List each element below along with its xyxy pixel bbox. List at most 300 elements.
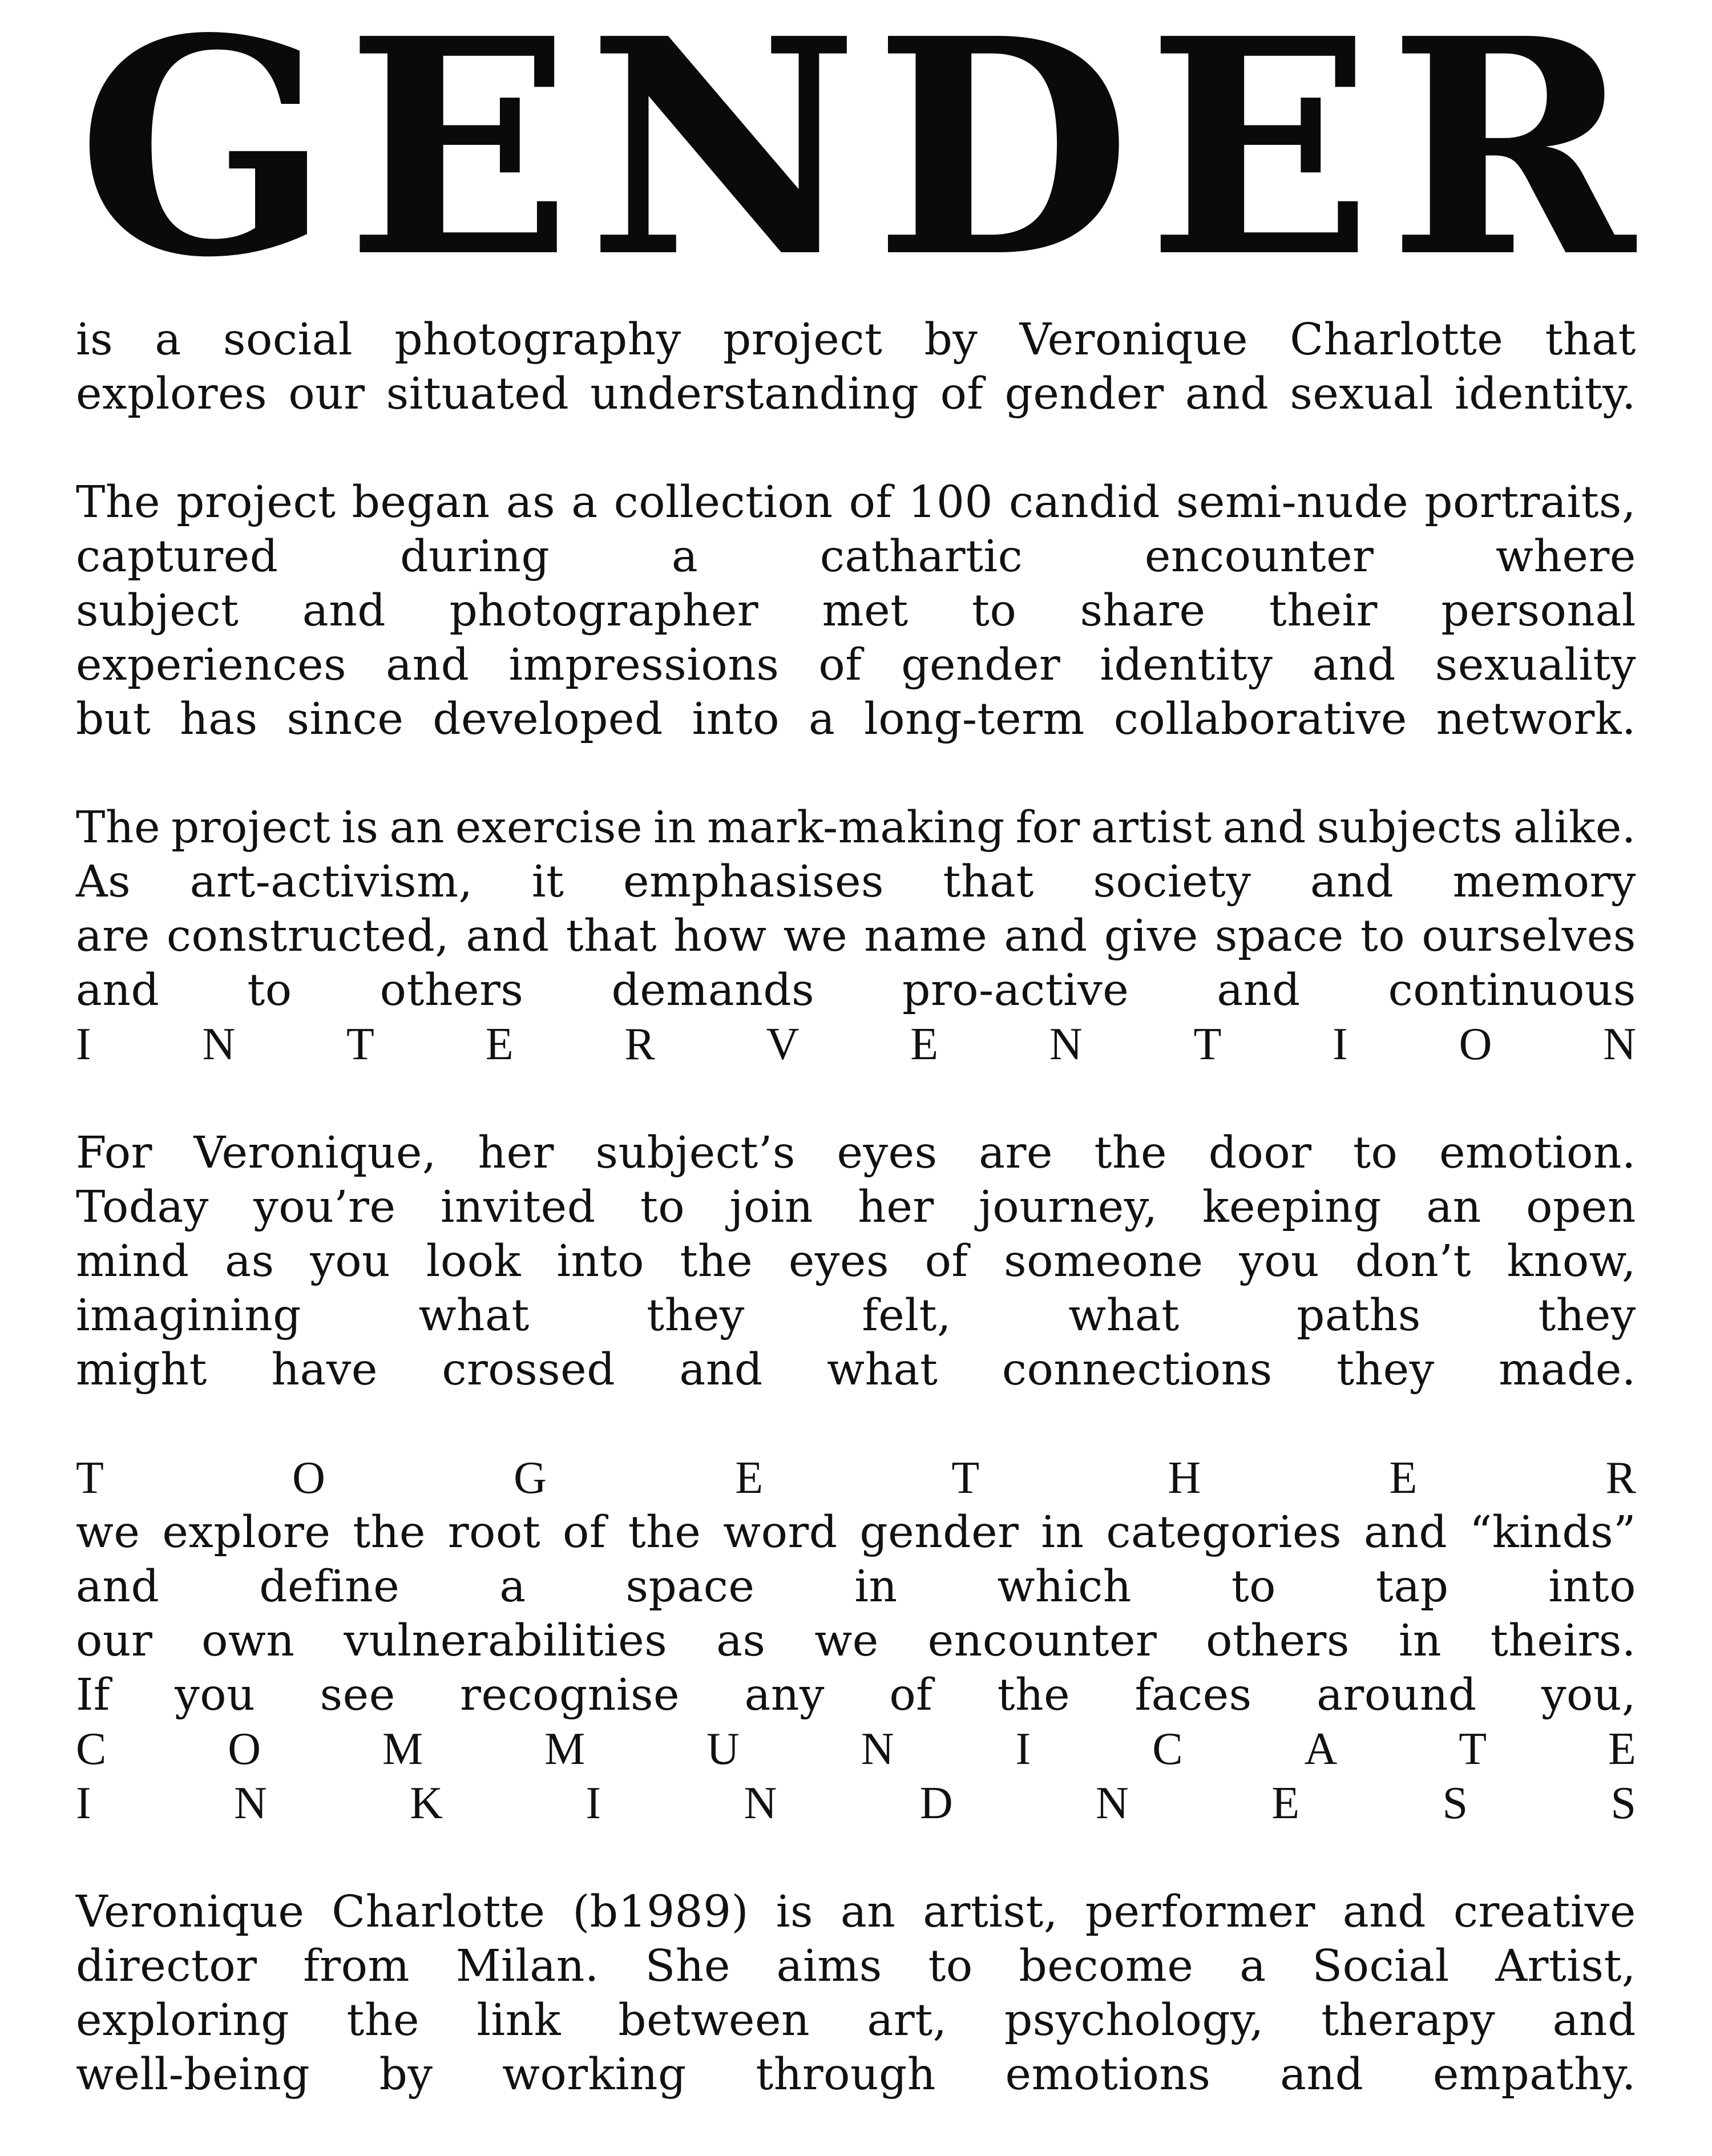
text-line [76,530,1636,584]
word: psychology, [1004,1995,1264,2046]
spaced-letter: V [766,1019,800,1069]
word: between [618,1995,810,2046]
word: subject [76,586,239,636]
spaced-letter: E [910,1019,939,1069]
spaced-letter: N [861,1724,894,1774]
word: social [223,314,353,365]
word: memory [1452,857,1636,907]
word: exercise [455,802,643,853]
word: and [1217,965,1301,1016]
word: “kinds” [1469,1507,1636,1558]
text-line [76,1614,1636,1668]
word: you [1239,1236,1320,1287]
word: identity. [1455,369,1636,419]
word: around [1317,1670,1477,1721]
word: the [346,1995,420,2046]
word: share [1080,586,1206,636]
word: emphasises [623,857,885,907]
text-line [76,1289,1636,1343]
word: faces [1134,1670,1252,1721]
word: ourselves [1422,911,1636,962]
word: project [176,477,336,528]
word: as [716,1616,766,1666]
word: of [940,369,984,419]
spaced-letter: E [735,1453,764,1503]
word: that [566,911,657,962]
paragraph [76,1126,1636,1397]
word: open [1526,1182,1636,1233]
spaced-letter: N [1049,1019,1083,1069]
word: our [76,1616,153,1666]
word: a [808,694,835,745]
title-letter: E [1146,0,1373,322]
word: they [1337,1345,1435,1395]
word: emotion. [1439,1128,1636,1178]
text-line [76,1668,1636,1722]
title-letter: E [346,0,572,322]
word: empathy. [1432,2049,1636,2100]
word: Veronique [76,1887,305,1937]
paragraph [76,1885,1636,2102]
word: personal [1441,586,1636,636]
word: don’t [1355,1236,1471,1287]
word: and [1363,1507,1448,1558]
word: demands [611,965,815,1016]
spaced-word-line [76,1722,1636,1777]
word: artist [1091,802,1212,853]
spaced-letter: N [234,1778,267,1828]
page-title [77,0,1635,322]
word: a [571,477,598,528]
word: eyes [837,1128,938,1178]
word: (b1989) [572,1887,749,1937]
word: identity [1100,640,1273,691]
word: own [201,1616,295,1666]
spaced-letter: N [744,1778,777,1828]
word: network. [1436,694,1636,745]
word: what [418,1290,530,1341]
word: the [680,1236,753,1287]
text-line [76,475,1636,530]
paragraph [76,313,1636,421]
word: For [76,1128,152,1178]
word: an [840,1887,896,1937]
word: explore [162,1507,331,1558]
word: experiences [76,640,347,691]
spaced-letter: I [1015,1724,1031,1774]
word: subject’s [595,1128,796,1178]
spaced-letter: R [1605,1453,1636,1503]
spaced-letter: O [1459,1019,1492,1069]
text-line [76,1993,1636,2048]
text-line [76,909,1636,963]
word: performer [1085,1887,1315,1937]
paragraph [76,801,1636,1072]
word: has [180,694,258,745]
text-line [76,2048,1636,2102]
word: they [647,1290,745,1341]
word: by [924,314,978,365]
spaced-letter: T [346,1019,374,1069]
word: are [76,911,150,962]
word: of [924,1236,968,1287]
word: it [531,857,564,907]
word: that [943,857,1034,907]
word: our [288,369,365,419]
word: Charlotte [1290,314,1504,365]
word: recognise [460,1670,680,1721]
word: collection [613,477,833,528]
word: As [76,857,131,907]
word: and [76,965,160,1016]
word: journey, [979,1182,1158,1233]
word: gender [859,1507,1019,1558]
word: Charlotte [332,1887,546,1937]
word: gender [901,640,1061,691]
word: and [76,1561,160,1612]
word: cathartic [819,531,1023,582]
text-line [76,963,1636,1018]
word: Artist, [1495,1941,1636,1992]
word: and [1185,369,1269,419]
spaced-letter: N [202,1019,236,1069]
word: society [1093,857,1251,907]
word: semi-nude [1176,477,1409,528]
word: met [822,586,909,636]
word: join [729,1182,813,1233]
word: imagining [76,1290,302,1341]
text-line [76,801,1636,855]
spaced-letter: I [76,1019,91,1069]
text-line [76,638,1636,692]
word: what [827,1345,938,1395]
word: know, [1507,1236,1636,1287]
word: her [478,1128,554,1178]
word: any [744,1670,825,1721]
word: from [303,1941,410,1992]
word: 100 [908,477,994,528]
spaced-word-line [76,1777,1636,1831]
word: how [673,911,767,962]
spaced-letter: I [1333,1019,1348,1069]
word: and [1222,802,1306,853]
word: through [756,2049,936,2100]
word: is [341,802,379,853]
title-letter: R [1388,0,1635,322]
spaced-letter: C [76,1724,107,1774]
word: and [1342,1887,1427,1937]
word: categories [1106,1507,1342,1558]
word: door [1208,1128,1312,1178]
word: and [679,1345,763,1395]
word: tap [1375,1561,1449,1612]
word: If [76,1670,110,1721]
word: constructed, [166,911,450,962]
word: captured [76,531,278,582]
word: in [1398,1616,1442,1666]
spaced-letter: M [544,1724,586,1774]
word: mark-making [707,802,1005,853]
word: link [477,1995,561,2046]
word: photography [394,314,681,365]
word: her [858,1182,934,1233]
word: artist, [923,1887,1058,1937]
word: well-being [76,2049,310,2100]
word: and [1552,1995,1636,2046]
word: you’re [253,1182,396,1233]
word: others [1206,1616,1350,1666]
word: She [645,1941,730,1992]
spaced-letter: T [951,1453,980,1503]
text-line [76,692,1636,746]
spaced-letter: A [1304,1724,1338,1774]
paragraph [76,475,1636,746]
text-line [76,1234,1636,1289]
word: art-activism, [189,857,473,907]
word: an [1426,1182,1481,1233]
title-letter: N [587,0,859,322]
word: since [286,694,404,745]
word: felt, [862,1290,951,1341]
word: encounter [927,1616,1157,1666]
word: The [76,477,161,528]
word: and [466,911,550,962]
word: creative [1453,1887,1636,1937]
word: they [1538,1290,1636,1341]
word: to [972,586,1017,636]
word: into [692,694,780,745]
word: sexuality [1435,640,1636,691]
word: to [1231,1561,1276,1612]
word: invited [440,1182,596,1233]
word: photographer [449,586,759,636]
spaced-word-line [76,1018,1636,1072]
word: began [352,477,490,528]
word: vulnerabilities [344,1616,668,1666]
word: therapy [1321,1995,1496,2046]
word: into [556,1236,644,1287]
spaced-letter: E [485,1019,514,1069]
word: have [271,1345,378,1395]
word: to [640,1182,685,1233]
word: candid [1009,477,1160,528]
word: and [1310,857,1394,907]
text-line [76,1505,1636,1560]
word: made. [1499,1345,1636,1395]
word: is [776,1887,814,1937]
word: to [247,965,292,1016]
word: the [997,1670,1071,1721]
word: into [1548,1561,1636,1612]
word: a [671,531,698,582]
word: are [979,1128,1053,1178]
word: name [864,911,988,962]
word: working [502,2049,687,2100]
spaced-letter: T [1193,1019,1222,1069]
word: mind [76,1236,189,1287]
word: long-term [864,694,1085,745]
word: someone [1004,1236,1204,1287]
word: others [379,965,524,1016]
spaced-letter: S [1442,1778,1468,1828]
word: Milan. [455,1941,599,1992]
word: portraits, [1424,477,1636,528]
word: as [506,477,556,528]
word: of [563,1507,606,1558]
word: of [818,640,862,691]
word: but [76,694,151,745]
text-line [76,1180,1636,1234]
word: which [997,1561,1132,1612]
spaced-letter: K [410,1778,443,1828]
word: we [76,1507,140,1558]
word: explores [76,369,268,419]
word: keeping [1202,1182,1382,1233]
word: space [625,1561,755,1612]
word: eyes [788,1236,889,1287]
spaced-letter: N [1603,1019,1636,1069]
spaced-letter: G [514,1453,547,1503]
word: the [353,1507,426,1558]
word: crossed [442,1345,616,1395]
word: and [1280,2049,1364,2100]
spaced-word-line [76,1451,1636,1505]
word: a [155,314,181,365]
word: an [389,802,445,853]
word: root [447,1507,541,1558]
word: project [722,314,883,365]
word: in [854,1561,898,1612]
word: in [1041,1507,1084,1558]
text-line [76,855,1636,909]
word: impressions [508,640,780,691]
word: gender [1004,369,1164,419]
word: of [849,477,893,528]
word: a [1239,1941,1266,1992]
word: subjects [1317,802,1503,853]
text-line [76,1560,1636,1614]
text-line [76,313,1636,367]
word: Today [76,1182,209,1233]
word: of [889,1670,933,1721]
word: in [653,802,697,853]
spaced-letter: S [1610,1778,1636,1828]
word: understanding [590,369,919,419]
spaced-letter: N [1096,1778,1129,1828]
spaced-letter: R [624,1019,655,1069]
word: collaborative [1113,694,1407,745]
spaced-letter: O [228,1724,261,1774]
text-line [76,584,1636,638]
word: and [386,640,470,691]
text-line [76,1885,1636,1939]
title-letter: D [874,0,1132,322]
word: as [225,1236,274,1287]
word: art, [867,1995,947,2046]
word: a [499,1561,526,1612]
word: look [426,1236,521,1287]
text-line [76,1126,1636,1180]
spaced-letter: M [382,1724,423,1774]
word: situated [386,369,570,419]
spaced-letter: E [1389,1453,1418,1503]
word: project [171,802,331,853]
word: we [814,1616,879,1666]
spaced-letter: D [919,1778,953,1828]
word: Social [1312,1941,1449,1992]
word: encounter [1144,531,1374,582]
word: you, [1541,1670,1636,1721]
word: continuous [1388,965,1636,1016]
spaced-letter: I [76,1778,91,1828]
word: aims [776,1941,882,1992]
word: see [320,1670,395,1721]
spaced-letter: I [586,1778,601,1828]
spaced-letter: E [1608,1724,1636,1774]
word: by [379,2049,433,2100]
word: give [1104,911,1198,962]
word: emotions [1005,2049,1211,2100]
word: during [400,531,550,582]
word: sexual [1290,369,1434,419]
word: and [1312,640,1396,691]
word: their [1269,586,1378,636]
word: alike. [1513,802,1636,853]
word: to [1353,1128,1398,1178]
word: paths [1297,1290,1421,1341]
word: you [310,1236,391,1287]
word: we [783,911,848,962]
word: to [928,1941,973,1992]
spaced-letter: T [1459,1724,1487,1774]
word: connections [1002,1345,1273,1395]
document-body [76,313,1636,2156]
word: the [1094,1128,1168,1178]
word: to [1360,911,1406,962]
spaced-letter: T [76,1453,104,1503]
word: space [1214,911,1344,962]
spaced-letter: U [706,1724,740,1774]
word: you [175,1670,256,1721]
word: for [1015,802,1080,853]
title-letter: G [77,0,331,322]
word: Veronique [1019,314,1249,365]
spaced-letter: E [1271,1778,1300,1828]
spaced-letter: C [1152,1724,1183,1774]
word: is [76,314,114,365]
word: Veronique, [193,1128,437,1178]
word: and [1004,911,1088,962]
paragraph [76,1451,1636,1831]
word: exploring [76,1995,290,2046]
word: developed [433,694,663,745]
spaced-letter: O [292,1453,325,1503]
word: might [76,1345,207,1395]
text-line [76,1343,1636,1397]
word: The [76,802,161,853]
word: that [1545,314,1636,365]
spaced-letter: H [1168,1453,1201,1503]
word: theirs. [1490,1616,1636,1666]
word: what [1068,1290,1180,1341]
word: where [1496,531,1636,582]
text-line [76,367,1636,421]
word: the [628,1507,701,1558]
word: pro-active [902,965,1129,1016]
text-line [76,1939,1636,1993]
word: become [1019,1941,1194,1992]
word: word [723,1507,838,1558]
